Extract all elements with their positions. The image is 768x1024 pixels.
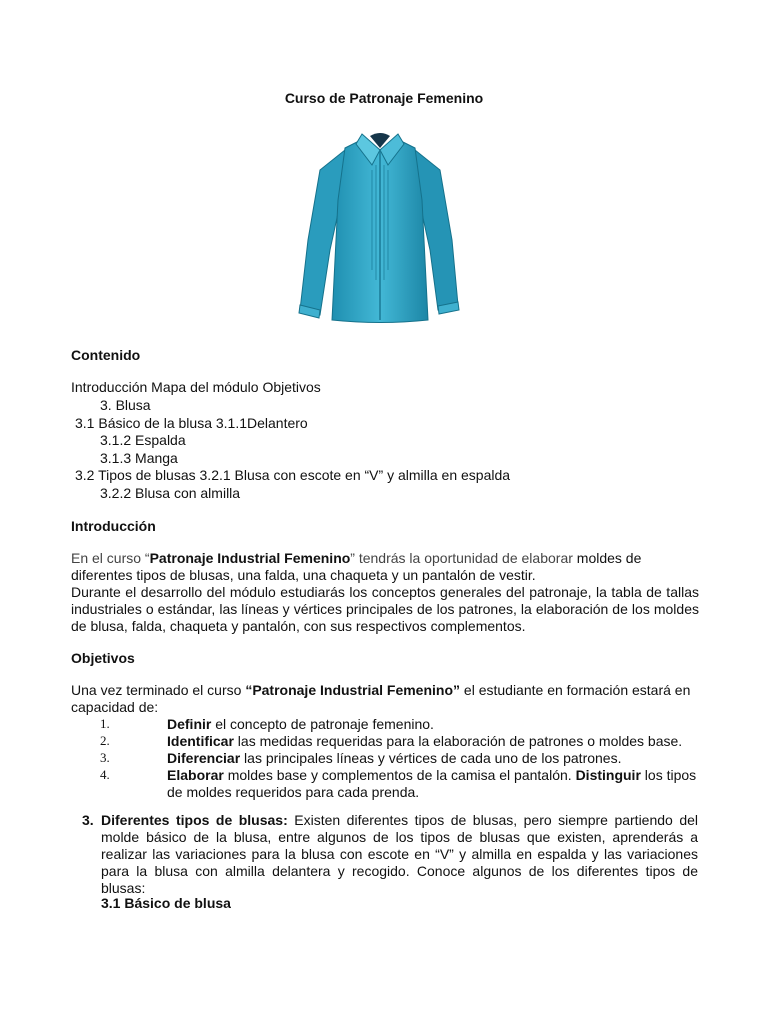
section-heading-introduccion: Introducción <box>71 518 156 534</box>
list-keyword: Elaborar <box>167 767 224 783</box>
list-keyword: Definir <box>167 716 212 732</box>
objetivos-intro-line <box>71 682 690 699</box>
list-desc: el concepto de patronaje femenino. <box>211 716 434 732</box>
list-number: 4. <box>100 767 110 782</box>
document-title: Curso de Patronaje Femenino <box>284 90 484 106</box>
list-desc: moldes base y complementos de la camisa el pantalón. <box>223 767 576 783</box>
list-text <box>167 733 707 750</box>
intro-paragraph-line <box>71 550 641 567</box>
section3-text: Existen diferentes tipos de blusas, pero siempre partiendo del molde básico de la blusa, entre algunos de los tipos de blusas que existen, aprenderás a realizar las variaciones para la blusa con escote en “V” y almilla en espalda y las variaciones para la blusa con almilla delantera y recogido. Conoce algunos de los diferentes tipos de blusas: <box>101 812 699 896</box>
list-text <box>167 767 707 801</box>
intro-text: En el curso “ <box>71 550 150 566</box>
blouse-image <box>290 120 470 325</box>
list-desc: los tipos de moldes requeridos para cada prenda. <box>167 767 697 800</box>
toc-line: 3.1.3 Manga <box>100 450 178 466</box>
list-number: 2. <box>100 733 110 748</box>
list-keyword: Diferenciar <box>167 750 241 766</box>
list-keyword: Distinguir <box>575 767 641 783</box>
objetivos-text: Una vez terminado el curso <box>71 682 246 698</box>
list-keyword: Identificar <box>167 733 234 749</box>
section-number: 3. <box>82 812 94 828</box>
toc-line: 3.2 Tipos de blusas 3.2.1 Blusa con escote en “V” y almilla en espalda <box>75 467 511 483</box>
objetivos-text: el estudiante en formación estará en <box>460 682 691 698</box>
intro-text: moldes de <box>572 550 642 566</box>
list-text <box>167 750 707 767</box>
section-heading-contenido: Contenido <box>71 347 141 363</box>
toc-line: 3.1.2 Espalda <box>100 432 186 448</box>
toc-line: 3.1 Básico de la blusa 3.1.1Delantero <box>75 415 308 431</box>
intro-paragraph: Durante el desarrollo del módulo estudiarás los conceptos generales del patronaje, la tabla de tallas industriales o estándar, las líneas y vértices principales de los patrones, la elaboración de los moldes de blusa, falda, chaqueta y pantalón, con sus respectivos complementos. <box>71 584 699 634</box>
list-number: 1. <box>100 716 110 731</box>
course-name: “Patronaje Industrial Femenino” <box>245 682 461 698</box>
section3-heading: Diferentes tipos de blusas: <box>101 812 288 828</box>
list-text <box>167 716 707 733</box>
course-name: Patronaje Industrial Femenino <box>149 550 351 566</box>
toc-line: 3. Blusa <box>100 397 151 413</box>
section-heading-objetivos: Objetivos <box>71 650 135 666</box>
subsection-heading: 3.1 Básico de blusa <box>101 895 231 911</box>
toc-line: 3.2.2 Blusa con almilla <box>100 485 241 501</box>
section3-paragraph <box>101 812 698 897</box>
objetivos-intro-line: capacidad de: <box>71 699 159 715</box>
list-desc: las principales líneas y vértices de cada uno de los patrones. <box>240 750 622 766</box>
intro-paragraph-line: diferentes tipos de blusas, una falda, una chaqueta y un pantalón de vestir. <box>71 567 536 583</box>
list-number: 3. <box>100 750 110 765</box>
list-desc: las medidas requeridas para la elaboración de patrones o moldes base. <box>233 733 683 749</box>
toc-line: Introducción Mapa del módulo Objetivos <box>71 379 321 395</box>
intro-text: ” tendrás la oportunidad de elaborar <box>350 550 573 566</box>
